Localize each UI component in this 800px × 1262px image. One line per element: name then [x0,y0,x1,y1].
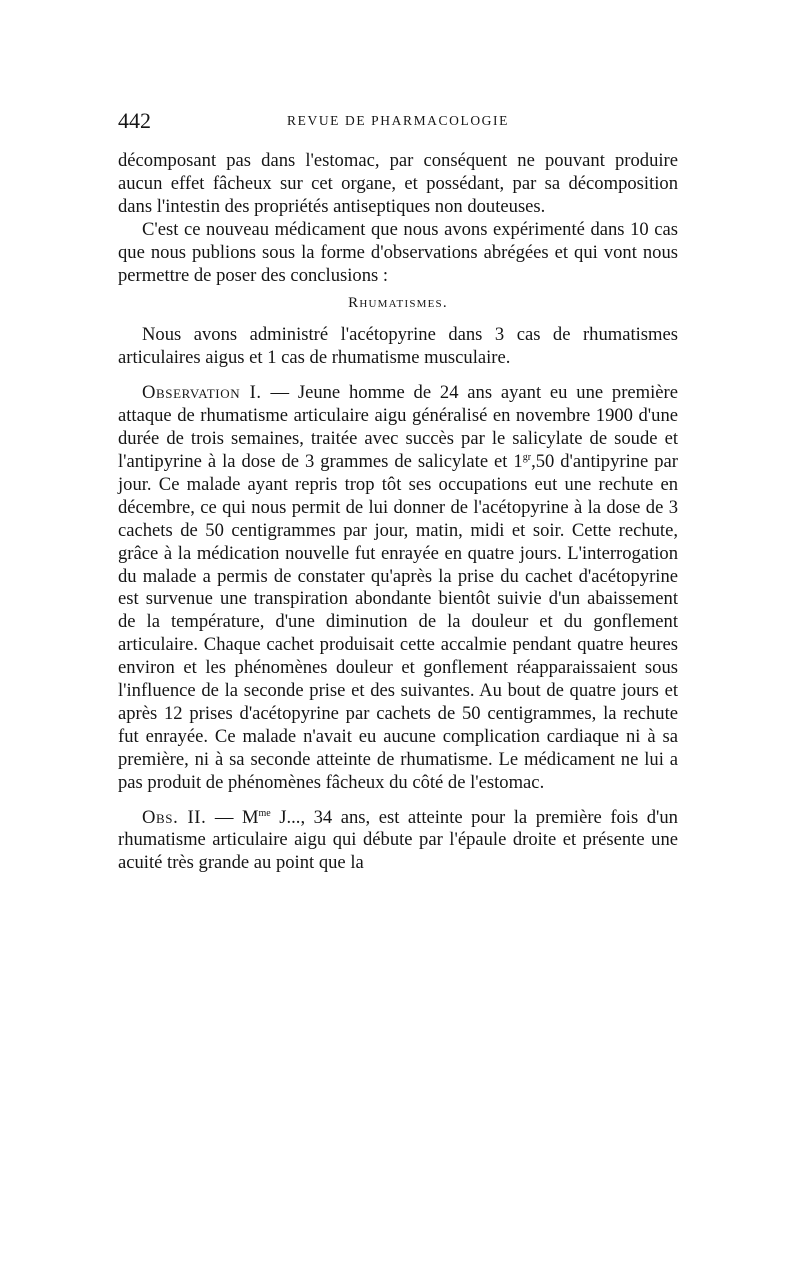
observation-2-label: Obs. II. [142,806,207,828]
observation-1 [118,382,678,794]
paragraph-2: C'est ce nouveau médicament que nous avons expérimenté dans 10 cas que nous publions sous la forme d'observations abrégées et qui vont nous permettre de poser des conclusions : [118,218,678,286]
section-title: Rhumatismes. [348,295,448,312]
observation-2-superscript: me [258,807,271,819]
observation-2-text-b: J..., 34 ans, est atteinte pour la première fois d'un rhumatisme articulaire aigu qui débute par l'épaule droite et présente une acuité très grande au point que la [118,806,678,874]
observation-2 [118,807,678,876]
observation-1-text-b: ,50 d'antipyrine par jour. Ce malade ayant repris trop tôt ses occupations eut une rechute en décembre, ce qui nous permit de lui donner de l'acétopyrine à la dose de 3 cachets de 50 centigrammes par jour, matin, midi et soir. Cette rechute, grâce à la médication nouvelle fut enrayée en quatre jours. L'interrogation du malade a permis de constater qu'après la prise du cachet d'acétopyrine est survenue une transpiration abondante bientôt suivie d'un abaissement de la température, d'une diminution de la douleur et du gonflement articulaire. Chaque cachet produisait cette accalmie pendant quatre heures environ et les phénomènes douleur et gonflement réapparaissaient sous l'influence de la seconde prise et des suivantes. Au bout de quatre jours et après 12 prises d'acétopyrine par cachets de 50 centigrammes, la rechute fut enrayée. Ce malade n'avait eu aucune complication cardiaque ni à sa première, ni à sa seconde atteinte de rhumatisme. Le médicament ne lui a pas produit de phénomènes fâcheux du côté de l'estomac. [118,450,678,793]
running-head [118,108,678,136]
journal-title: REVUE DE PHARMACOLOGIE [287,113,509,128]
observation-1-text-a: — Jeune homme de 24 ans ayant eu une première attaque de rhumatisme articulaire aigu généralisé en novembre 1900 d'une durée de trois semaines, traitée avec succès par le salicylate de soude et l'antipyrine à la dose de 3 grammes de salicylate et 1 [118,382,678,472]
paragraph-3: Nous avons administré l'acétopyrine dans 3 cas de rhumatismes articulaires aigus et 1 cas de rhumatisme musculaire. [118,324,678,369]
page-number: 442 [118,108,151,133]
page-body [118,108,678,875]
observation-1-label: Observation I. [142,382,262,404]
observation-1-superscript: gr [522,451,532,463]
paragraph-1: décomposant pas dans l'estomac, par conséquent ne pouvant produire aucun effet fâcheux sur cet organe, et possédant, par sa décomposition dans l'intestin des propriétés antiseptiques non douteuses. [118,150,678,217]
observation-2-text-a: — M [206,806,259,828]
